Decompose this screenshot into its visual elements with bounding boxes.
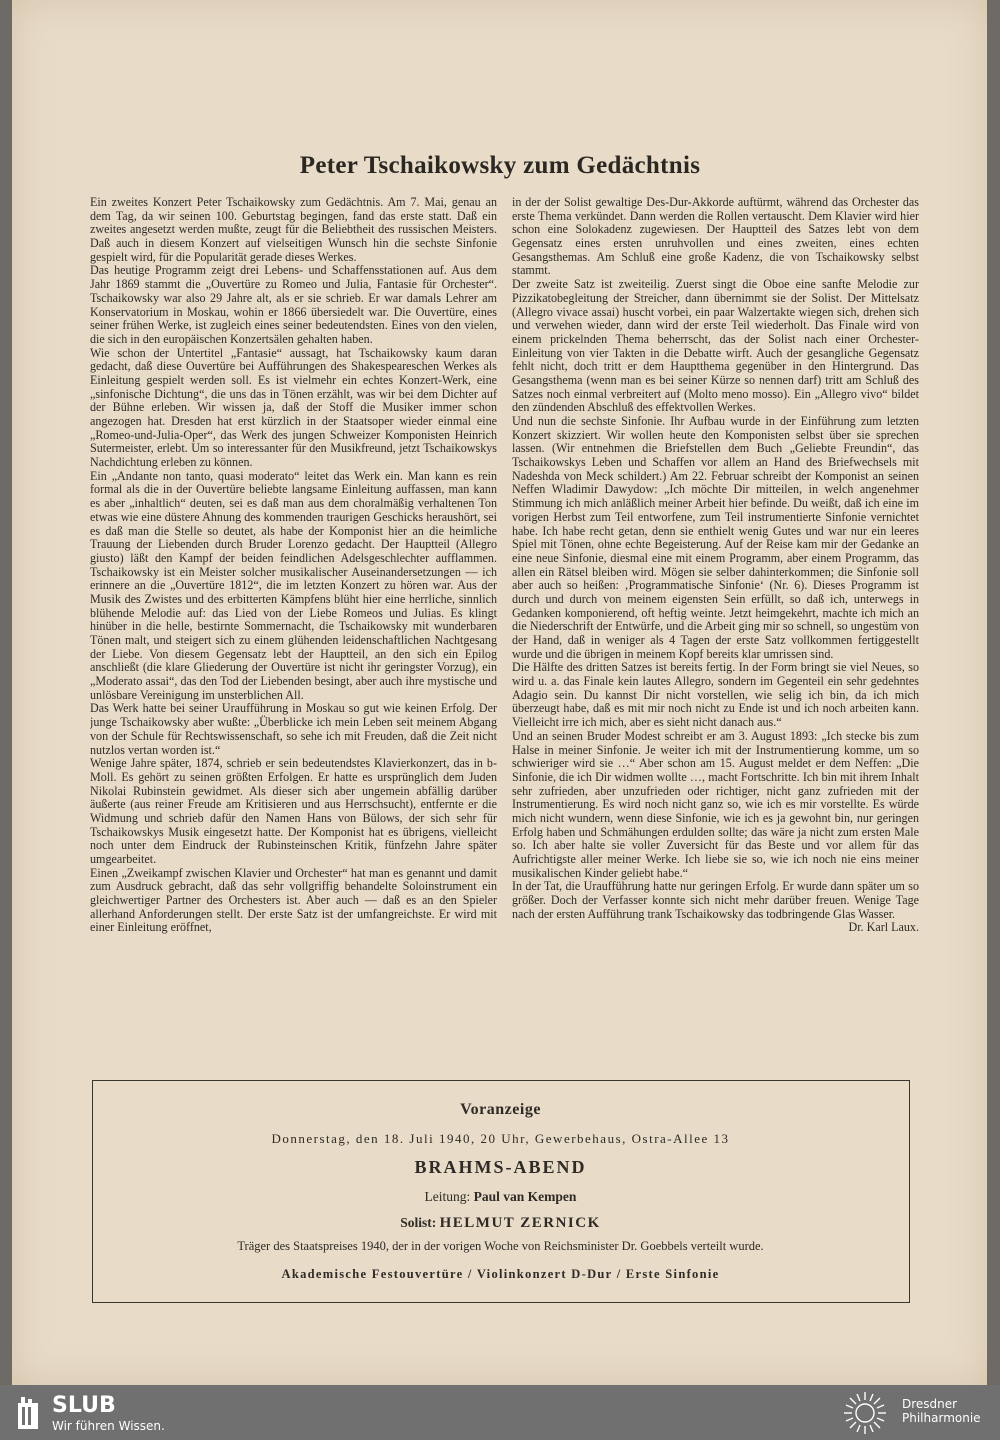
soloist-note: Träger des Staatspreises 1940, der in der vorigen Woche von Reichsminister Dr. Goebbels verteilt wurde.	[237, 1239, 764, 1253]
soloist-name: HELMUT ZERNICK	[439, 1215, 601, 1231]
paragraph: Ein „Andante non tanto, quasi moderato“ leitet das Werk ein. Man kann es rein formal als die in der Ouvertüre beliebte langsame Einleitung auffassen, man kann es aber „inhaltlich“ deuten, sei es daß man aus dem choralmäßig verhaltenen Ton etwas wie eine düstere Ahnung des kommenden traurigen Geschicks heraushört, sei es daß man die Stelle so deutet, als habe der Komponist hier an die heimliche Trauung der Liebenden durch Bruder Lorenzo gedacht. Der Hauptteil (Allegro giusto) läßt den Kampf der beiden feindlichen Adelsgeschlechter aufflammen. Tschaikowsky ist ein Meister solcher musikalischer Auseinandersetzungen — ich erinnere an die „Ouvertüre 1812“, die im letzten Konzert zu hören war. Aus der Musik des Zwistes und des erbitterten Kämpfens blüht hier eine herrliche, sinnlich blühende Melodie auf: das Lied von der Liebe Romeos und Julias. Es klingt hinüber in die helle, bestirnte Sommernacht, die Tschaikowsky mit wunderbaren Tönen malt, und steigert sich zu einem glühenden leidenschaftlichen Nachtgesang der Liebe. Von diesem Gegensatz lebt der Hauptteil, an den sich ein Epilog anschließt (die klare Gliederung der Ouvertüre ist nicht ihr geringster Vorzug), ein „Moderato assai“, das den Tod der Liebenden besingt, aber auch ihre mystische und unlösbare Vereinigung im unsterblichen All.	[90, 468, 497, 702]
paragraph: Das Werk hatte bei seiner Uraufführung in Moskau so gut wie keinen Erfolg. Der junge Tschaikowsky aber wußte: „Überblicke ich mein Leben seit meinem Abgang von der Schule für Rechtswissenschaft, so sehe ich mit Freuden, daß die Zeit nicht nutzlos vertan worden ist.“	[90, 701, 497, 757]
philharmonie-name[interactable]	[902, 1397, 997, 1425]
announcement-soloist-line	[93, 1215, 908, 1232]
paragraph: Einen „Zweikampf zwischen Klavier und Orchester“ hat man es genannt und damit zum Ausdruck gebracht, daß das sehr vollgriffig behandelte Soloinstrument ein gleichwertiger Partner des Orchesters ist. Aber auch — daß es an den Spieler allerhand Anforderungen stellt. Der erste Satz ist der umfangreichste. Er wird mit einer Einleitung eröffnet,	[90, 865, 497, 935]
article-title: Peter Tschaikowsky zum Gedächtnis	[299, 152, 701, 179]
paragraph: Und nun die sechste Sinfonie. Ihr Aufbau wurde in der Einführung zum letzten Konzert skizziert. Wir wollen heute den Komponisten selbst über sie sprechen lassen. (Wir entnehmen die Briefstellen dem Buch „Geliebte Freundin“, das Tschaikowskys Leben und Schaffen vor allem an Hand des Briefwechsels mit Nadeshda von Meck schildert.) Am 22. Februar schreibt der Komponist an seinen Neffen Wladimir Dawydow: „Ich möchte Dir mitteilen, in welch angenehmer Stimmung ich mich anläßlich meiner Arbeit hier befinde. Du weißt, daß ich eine im vorigen Herbst zum Teil entworfene, zum Teil instrumentierte Sinfonie vernichtet habe. Ich habe recht getan, denn sie enthielt wenig Gutes und war nur ein leeres Spiel mit Tönen, ohne echte Begeisterung. Auf der Reise kam mir der Gedanke an eine neue Sinfonie, diesmal eine mit einem Programm, aber einem Programm, das allen ein Rätsel bleiben wird. Mögen sie selber dahinterkommen; die Sinfonie soll aber auch so heißen: ‚Programmatische Sinfonie‘ (Nr. 6). Dieses Programm ist durch und durch von meinem eigensten Sein erfüllt, so daß ich, unterwegs in Gedanken komponierend, oft heftig weinte. Jetzt heimgekehrt, machte ich mich an die Niederschrift der Entwürfe, und die Arbeit ging mir so schnell, so ungestüm von der Hand, daß in weniger als 4 Tagen der erste Satz vollkommen fertiggestellt wurde und die übrigen in meinem Kopf bereits klar umrissen sind.	[512, 414, 919, 661]
announcement-date: Donnerstag, den 18. Juli 1940, 20 Uhr, Gewerbehaus, Ostra-Allee 13	[271, 1131, 730, 1146]
paragraph: Das heutige Programm zeigt drei Lebens- und Schaffensstationen auf. Aus dem Jahr 1869 stammt die „Ouvertüre zu Romeo und Julia, Fantasie für Orchester“. Tschaikowsky war also 29 Jahre alt, als er sie schrieb. Er war damals Lehrer am Konservatorium in Moskau, wohin er 1866 übersiedelt war. Die Ouvertüre, eines seiner frühen Werke, ist zugleich eines seiner bedeutendsten. Eines von den vielen, die sich in den europäischen Konzertsälen gehalten haben.	[90, 263, 497, 346]
soloist-label: Solist:	[400, 1215, 437, 1230]
paragraph: Wie schon der Untertitel „Fantasie“ aussagt, hat Tschaikowsky kaum daran gedacht, daß diese Ouvertüre bei Aufführungen des Shakespeareschen Werkes als Einleitung gespielt werden soll. Es ist vielmehr ein echtes Konzert-Werk, eine „sinfonische Dichtung“, die uns das in Tönen erzählt, was wir bei dem Dichter auf der Bühne erleben. Wir wissen ja, daß der Stoff die Musiker immer schon angezogen hat. Dresden hat erst kürzlich in der Staatsoper wieder einmal eine „Romeo-und-Julia-Oper“, das Werk des jungen Schweizer Komponisten Heinrich Sutermeister, erlebt. Um so interessanter für den Musikfreund, jetzt Tschaikowskys Nachdichtung erleben zu können.	[90, 345, 497, 470]
philharmonie-name-line2: Philharmonie	[902, 1411, 981, 1425]
author-signature: Dr. Karl Laux.	[848, 920, 919, 935]
slub-tagline: Wir führen Wissen.	[52, 1419, 165, 1433]
paragraph: Ein zweites Konzert Peter Tschaikowsky zum Gedächtnis. Am 7. Mai, genau an dem Tag, da wir seinen 100. Geburtstag begingen, fand das erste statt. Daß ein zweites angesetzt werden mußte, zeugt für die Beliebtheit des russischen Meisters. Daß auch in diesem Konzert auf vielseitigen Wunsch hin die sechste Sinfonie gespielt wird, für die Popularität gerade dieses Werkes.	[90, 196, 497, 264]
paragraph: Und an seinen Bruder Modest schreibt er am 3. August 1893: „Ich stecke bis zum Halse in meiner Sinfonie. Je weiter ich mit der Instrumentierung komme, um so schwieriger wird sie …“ Aber schon am 15. August meldet er dem Neffen: „Die Sinfonie, die ich Dir widmen wollte …, macht Fortschritte. Ich bin mit ihrem Inhalt sehr zufrieden, aber unzufrieden oder richtiger, nicht ganz zufrieden mit der Instrumentierung. Es wird noch nicht ganz so, wie ich es mir vorstellte. Es würde mich nicht wundern, wenn diese Sinfonie, wie ich es ja gewohnt bin, nur geringen Erfolg haben und Schmähungen erdulden sollte; das wäre ja nicht zum ersten Male so. Ich aber halte sie voller Zuversicht für das Beste und vor allem für das Aufrichtigste aller meiner Werke. Ich liebe sie so, wie ich noch nie eins meiner musikalischen Kinder geliebt habe.“	[512, 728, 919, 880]
paragraph: In der Tat, die Uraufführung hatte nur geringen Erfolg. Er wurde dann später um so größer. Doch der Verfasser konnte sich nicht mehr darüber freuen. Wenige Tage nach der ersten Aufführung trank Tschaikowsky das todbringende Glas Wasser.	[512, 879, 919, 921]
announcement-title: Voranzeige	[460, 1101, 541, 1118]
conductor-name: Paul van Kempen	[473, 1189, 577, 1204]
paragraph: Der zweite Satz ist zweiteilig. Zuerst singt die Oboe eine sanfte Melodie zur Pizzikatobegleitung der Streicher, dann übernimmt sie der Solist. Der Mittelsatz (Allegro vivace assai) huscht vorbei, ein paar Walzertakte wiegen sich, drehen sich und verwehen wieder, dann wird der erste Teil wiederholt. Das Finale wird von einem prickelnden Thema beherrscht, das der Solist nach einer Orchester-Einleitung von vier Takten in die Debatte wirft. Auch der gesangliche Gegensatz fehlt nicht, doch tritt er dem Hauptthema gegenüber in den Hintergrund. Das Gesangsthema (wenn man es bei seiner Kürze so nennen darf) tritt am Schluß des Satzes noch einmal verbreitert auf (Molto meno mosso). Ein „Allegro vivo“ bildet den zündenden Abschluß des effektvollen Werkes.	[512, 277, 919, 415]
announcement-conductor-line	[93, 1189, 908, 1205]
article-right-column	[512, 196, 919, 1041]
philharmonie-logo-icon[interactable]	[842, 1390, 888, 1436]
announcement-box	[92, 1080, 910, 1303]
announcement-program: Akademische Festouvertüre / Violinkonzert D-Dur / Erste Sinfonie	[281, 1267, 720, 1281]
footer-bar	[0, 1385, 1000, 1440]
slub-name[interactable]: SLUB	[52, 1393, 116, 1418]
conductor-label: Leitung:	[424, 1189, 471, 1204]
paragraph: Die Hälfte des dritten Satzes ist bereits fertig. In der Form bringt sie viel Neues, so wird u. a. das Finale kein lautes Allegro, sondern im Gegenteil ein sehr gedehntes Adagio sein. Du kannst Dir nicht vorstellen, wie selig ich bin, da ich mich überzeugt habe, daß es mit mir noch nicht zu Ende ist und ich noch arbeiten kann. Vielleicht irre ich mich, aber es sieht nicht danach aus.“	[512, 660, 919, 730]
philharmonie-name-line1: Dresdner	[902, 1397, 958, 1411]
paragraph: in der der Solist gewaltige Des-Dur-Akkorde auftürmt, während das Orchester das erste Thema verkündet. Dann werden die Rollen vertauscht. Dem Klavier wird hier schon eine Solokadenz zugewiesen. Der Hauptteil des Satzes lebt von dem Gegensatz eines ersten unruhvollen und eines zweiten, eines echten Gesangsthemas. Am Schluß eine große Kadenz, die von Tschaikowsky selbst stammt.	[512, 196, 919, 278]
announcement-event: BRAHMS-ABEND	[414, 1157, 587, 1177]
slub-logo-icon[interactable]	[18, 1395, 44, 1429]
article-left-column	[90, 196, 497, 1041]
paragraph: Wenige Jahre später, 1874, schrieb er sein bedeutendstes Klavierkonzert, das in b-Moll. Es gehört zu seinen größten Erfolgen. Er hatte es ursprünglich dem Juden Nikolai Rubinstein gewidmet. Als dieser sich aber ungemein abfällig darüber äußerte (aus reiner Freude am Kritisieren und aus Herrschsucht), entfernte er die Widmung und schrieb dafür den Namen Hans von Bülows, der sich sehr für Tschaikowskys Musik eingesetzt hatte. Der Komponist hat es übrigens, vielleicht noch unter dem Eindruck der Rubinsteinschen Kritik, fünfzehn Jahre später umgearbeitet.	[90, 756, 497, 866]
